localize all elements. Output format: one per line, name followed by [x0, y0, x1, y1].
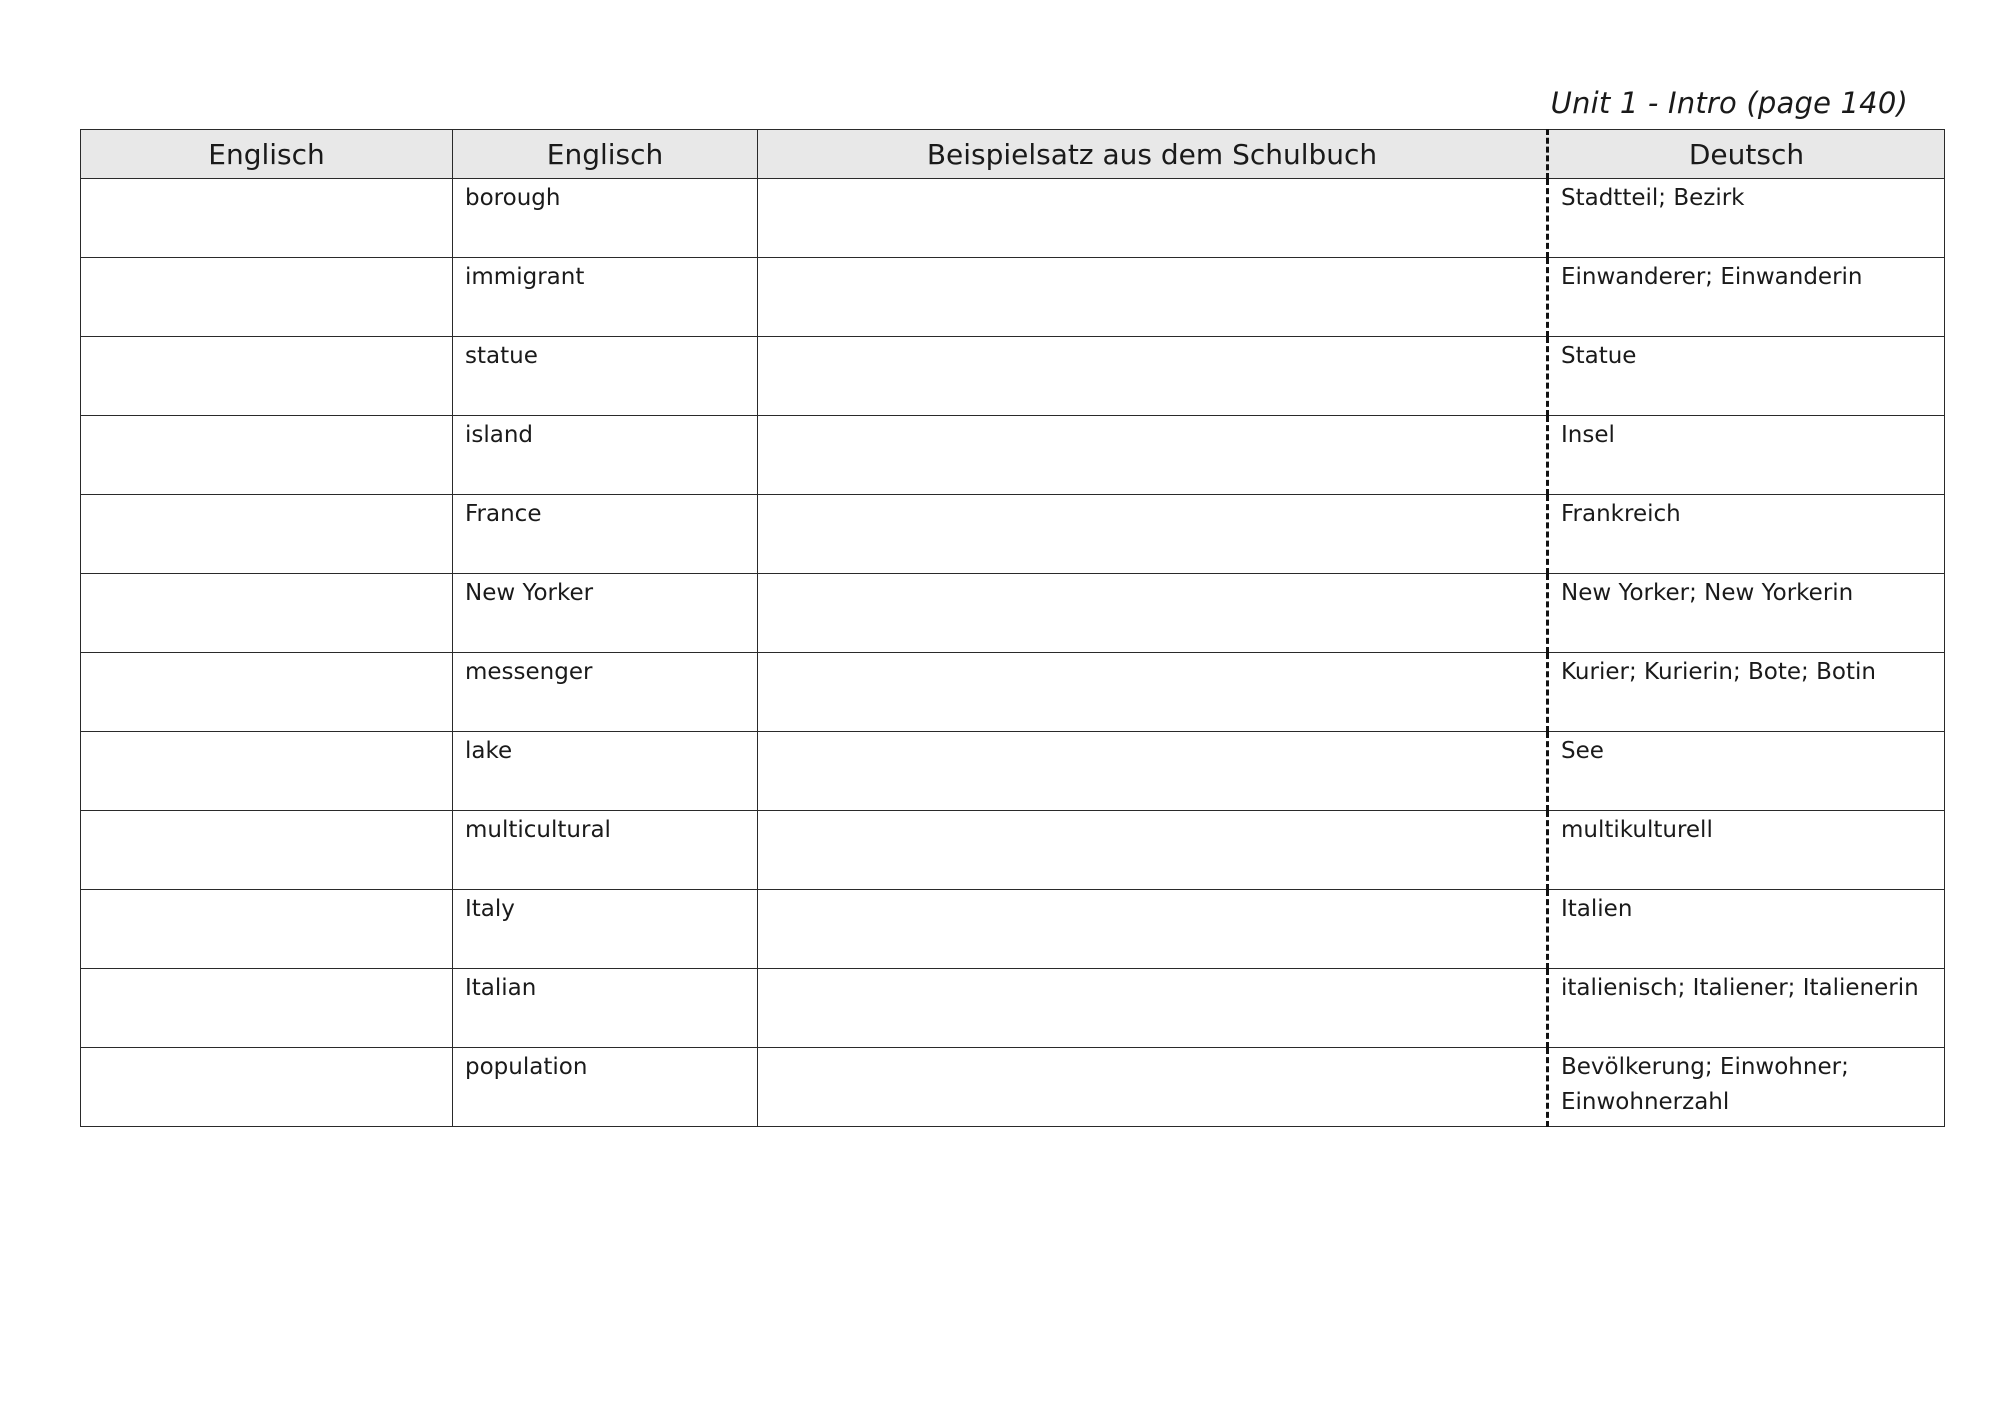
english-input-cell: [81, 1048, 453, 1127]
example-sentence-cell-text: [758, 495, 1546, 497]
example-sentence-cell: [758, 258, 1548, 337]
english-input-cell-text: [81, 811, 452, 813]
english-word-cell: [453, 337, 758, 416]
english-input-cell: [81, 337, 453, 416]
example-sentence-cell-text: [758, 1048, 1546, 1050]
example-sentence-cell: [758, 495, 1548, 574]
german-translation-cell: [1548, 1048, 1945, 1127]
english-word-cell-text: lake: [465, 738, 513, 764]
german-translation-cell: [1548, 258, 1945, 337]
english-word-cell: [453, 732, 758, 811]
english-input-cell: [81, 653, 453, 732]
german-translation-cell-text: Italien: [1561, 896, 1633, 922]
english-word-cell: [453, 1048, 758, 1127]
english-word-cell-text: messenger: [465, 659, 593, 685]
english-input-cell: [81, 574, 453, 653]
english-input-cell-text: [81, 653, 452, 655]
example-sentence-cell: [758, 969, 1548, 1048]
table-header-row: [81, 130, 1945, 179]
german-translation-cell: [1548, 179, 1945, 258]
table-row: [81, 258, 1945, 337]
german-translation-cell-text: multikulturell: [1561, 817, 1713, 843]
table-row: [81, 653, 1945, 732]
german-translation-cell-text: New Yorker; New Yorkerin: [1561, 580, 1854, 606]
german-translation-cell: [1548, 495, 1945, 574]
english-input-cell: [81, 258, 453, 337]
example-sentence-cell-text: [758, 811, 1546, 813]
column-header-english-1: Englisch: [81, 130, 453, 179]
column-header-example-sentence: Beispielsatz aus dem Schulbuch: [758, 130, 1548, 179]
english-word-cell-text: island: [465, 422, 534, 448]
english-word-cell-text: immigrant: [465, 264, 585, 290]
english-input-cell-text: [81, 495, 452, 497]
english-word-cell-text: borough: [465, 185, 561, 211]
english-input-cell: [81, 732, 453, 811]
english-input-cell: [81, 811, 453, 890]
example-sentence-cell: [758, 337, 1548, 416]
table-row: [81, 416, 1945, 495]
english-word-cell-text: population: [465, 1054, 588, 1080]
english-word-cell-text: New Yorker: [465, 580, 594, 606]
german-translation-cell-text: Frankreich: [1561, 501, 1681, 527]
english-input-cell: [81, 969, 453, 1048]
german-translation-cell: [1548, 653, 1945, 732]
english-word-cell-text: Italian: [465, 975, 537, 1001]
german-translation-cell-text: Stadtteil; Bezirk: [1561, 185, 1745, 211]
english-input-cell-text: [81, 416, 452, 418]
example-sentence-cell: [758, 890, 1548, 969]
english-word-cell: [453, 495, 758, 574]
english-input-cell-text: [81, 337, 452, 339]
example-sentence-cell: [758, 653, 1548, 732]
example-sentence-cell: [758, 811, 1548, 890]
example-sentence-cell-text: [758, 258, 1546, 260]
example-sentence-cell: [758, 1048, 1548, 1127]
example-sentence-cell-text: [758, 179, 1546, 181]
column-header-english-2: Englisch: [453, 130, 758, 179]
english-word-cell-text: statue: [465, 343, 538, 369]
english-input-cell-text: [81, 179, 452, 181]
german-translation-cell: [1548, 574, 1945, 653]
example-sentence-cell: [758, 416, 1548, 495]
example-sentence-cell-text: [758, 969, 1546, 971]
german-translation-cell-text: Bevölkerung; Einwohner; Einwohnerzahl: [1561, 1054, 1849, 1115]
english-input-cell: [81, 495, 453, 574]
german-translation-cell-text: Kurier; Kurierin; Bote; Botin: [1561, 659, 1876, 685]
example-sentence-cell-text: [758, 416, 1546, 418]
english-input-cell-text: [81, 969, 452, 971]
english-input-cell: [81, 179, 453, 258]
table-row: [81, 574, 1945, 653]
english-word-cell-text: Italy: [465, 896, 515, 922]
english-input-cell-text: [81, 890, 452, 892]
german-translation-cell-text: italienisch; Italiener; Italienerin: [1561, 975, 1919, 1001]
english-word-cell: [453, 890, 758, 969]
english-word-cell: [453, 574, 758, 653]
example-sentence-cell-text: [758, 653, 1546, 655]
example-sentence-cell-text: [758, 337, 1546, 339]
unit-title: Unit 1 - Intro (page 140): [1550, 86, 1908, 120]
german-translation-cell: [1548, 337, 1945, 416]
english-input-cell: [81, 890, 453, 969]
table-row: [81, 969, 1945, 1048]
table-row: [81, 337, 1945, 416]
german-translation-cell-text: See: [1561, 738, 1604, 764]
table-row: [81, 495, 1945, 574]
example-sentence-cell: [758, 732, 1548, 811]
english-input-cell-text: [81, 732, 452, 734]
example-sentence-cell-text: [758, 890, 1546, 892]
english-input-cell-text: [81, 1048, 452, 1050]
german-translation-cell-text: Einwanderer; Einwanderin: [1561, 264, 1863, 290]
table-row: [81, 732, 1945, 811]
example-sentence-cell-text: [758, 574, 1546, 576]
vocabulary-table: [80, 129, 1945, 1127]
column-header-german: Deutsch: [1548, 130, 1945, 179]
example-sentence-cell-text: [758, 732, 1546, 734]
english-input-cell: [81, 416, 453, 495]
english-input-cell-text: [81, 574, 452, 576]
english-word-cell-text: multicultural: [465, 817, 611, 843]
english-input-cell-text: [81, 258, 452, 260]
english-word-cell: [453, 416, 758, 495]
german-translation-cell: [1548, 811, 1945, 890]
english-word-cell: [453, 179, 758, 258]
german-translation-cell: [1548, 969, 1945, 1048]
example-sentence-cell: [758, 179, 1548, 258]
english-word-cell: [453, 653, 758, 732]
german-translation-cell: [1548, 416, 1945, 495]
english-word-cell: [453, 969, 758, 1048]
german-translation-cell-text: Insel: [1561, 422, 1615, 448]
table-row: [81, 890, 1945, 969]
english-word-cell-text: France: [465, 501, 542, 527]
table-row: [81, 1048, 1945, 1127]
german-translation-cell: [1548, 732, 1945, 811]
example-sentence-cell: [758, 574, 1548, 653]
table-row: [81, 179, 1945, 258]
english-word-cell: [453, 258, 758, 337]
english-word-cell: [453, 811, 758, 890]
german-translation-cell: [1548, 890, 1945, 969]
german-translation-cell-text: Statue: [1561, 343, 1637, 369]
table-row: [81, 811, 1945, 890]
